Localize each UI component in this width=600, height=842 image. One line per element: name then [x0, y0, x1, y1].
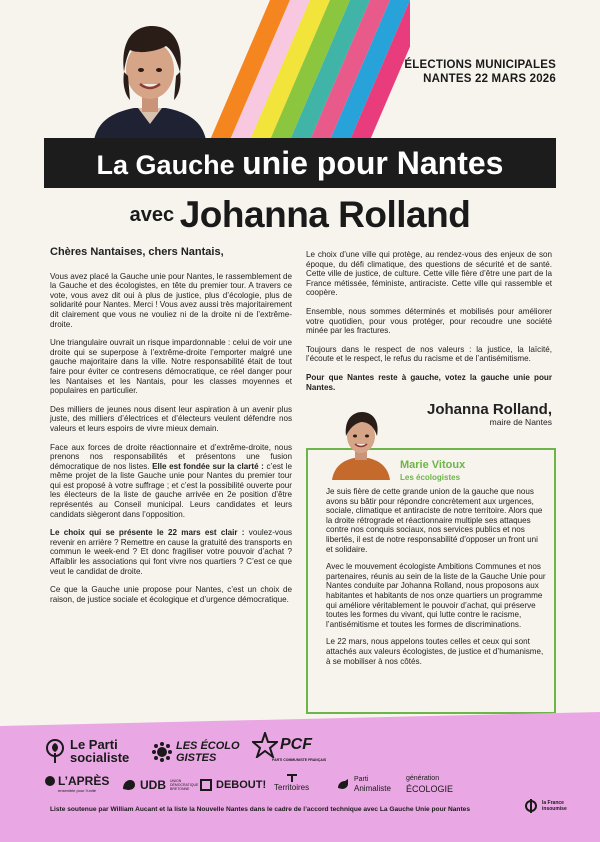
elections-line: ÉLECTIONS MUNICIPALES [404, 59, 556, 71]
sunflower-icon [152, 742, 172, 762]
subtitle-avec: avec [129, 204, 180, 226]
sunburst-icon [44, 775, 56, 787]
animaliste-line-1: Parti [354, 776, 369, 783]
election-date-block [404, 58, 556, 86]
ecolo-line-1: LES ÉCOLO [176, 740, 240, 752]
ecolo-line-2: GISTES [176, 752, 217, 764]
pcf-label: PCF [280, 736, 312, 753]
letter-paragraph: Vous avez placé la Gauche unie pour Nantes, le rassemblement de la Gauche et des écologistes, en tête du premier tour. A travers ce vote, vous avez dit oui à plus de justice, plus d’écologie, plus de solidarité pour Nantes. Merci ! Vous avez aussi très majoritairement dit clairement que vous ne vouliez ni de la droite ni de l’extrême-droite. [50, 271, 293, 329]
parti-animaliste-logo [336, 775, 391, 793]
udb-logo [122, 778, 200, 792]
insoumise-line-2: insoumise [542, 806, 567, 812]
salutation: Chères Nantaises, chers Nantais, [50, 246, 224, 258]
letter-paragraph [50, 443, 292, 520]
paragraph-emphasis: Le choix qui se présente le 22 mars est clair : [50, 528, 245, 538]
letter-paragraph: Ensemble, nous sommes déterminés et mobilisés pour améliorer votre quotidien, pour vous protéger, pour recoudre une société minée par les fractures. [306, 306, 552, 336]
letter-paragraph [50, 528, 292, 576]
debout-mark-icon [200, 779, 212, 791]
letter-paragraph: Une triangulaire ouvrait un risque impardonnable : celui de voir une droite qui se superpose à l’extrême-droite l’emporter malgré une gauche majoritaire dans la ville. Notre responsabilité était de tout faire pour éviter ce contresens démocratique, ce réel danger pour les Nantaises et les Nantais, pour les classes moyennes et populaires en particulier. [50, 338, 292, 396]
generation-ecologie-logo [406, 774, 453, 794]
signature-role: maire de Nantes [489, 417, 552, 428]
rainbow-stripes-graphic [200, 0, 410, 140]
phi-icon [524, 799, 538, 813]
ps-line-1: Le Parti [70, 737, 118, 752]
les-ecologistes-logo [152, 740, 240, 764]
france-insoumise-logo [524, 799, 567, 813]
rose-fist-icon [44, 739, 66, 763]
pcf-subtitle: PARTI COMMUNISTE FRANÇAIS [272, 758, 327, 762]
parti-socialiste-logo [44, 738, 129, 764]
udb-label: UDB [140, 778, 166, 792]
johanna-rolland-portrait [94, 20, 206, 140]
paragraph-text: Face aux forces de droite réactionnaire et d’extrême-droite, nous prenons nos responsabilités et présentons une fusion démocratique de nos listes. [50, 442, 292, 471]
letter-paragraph: Ce que la Gauche unie propose pour Nantes, c’est un choix de raison, de justice sociale et écologique et d’urgence démocratique. [50, 585, 292, 604]
star-icon [252, 732, 278, 758]
paragraph-text: c’est le même projet de la liste Gauche unie pour Nantes du premier tour qui est proposé à votre suffrage ; et c’est la possibilité ouverte pour les électeurs de la liste de gauche arrivée en 2e position d’être représentés au Conseil municipal. Leurs candidates et leurs candidats siègeront dans l’opposition. [50, 461, 292, 519]
call-to-vote: Pour que Nantes reste à gauche, votez la gauche unie pour Nantes. [306, 372, 552, 392]
title-part-1: La Gauche [96, 150, 243, 180]
paragraph-text: voulez-vous revenir en arrière ? Remettre en cause la gratuité des transports en commun le week-end ? Et donc fragiliser votre pouvoir d’achat ? Affaiblir les associations qui font vivre nos quartiers ? C’est ce que veut le candidat de droite. [50, 528, 292, 576]
debout-logo [200, 779, 266, 791]
debout-label: DEBOUT! [216, 779, 267, 791]
ecologist-paragraph: Avec le mouvement écologiste Ambitions Communes et nos partenaires, réunis au sein de la liste de la Gauche Unie pour Nantes conduite par Johanna Rolland, nous proposons aux habitantes et habitants de nos onze quartiers un programme qui améliore véritablement le pouvoir d’achat, qui préserve toutes les formes du vivant, qui lutte contre le racisme, l’antisémitisme et toutes les formes de discriminations. [326, 562, 546, 629]
letter-paragraph: Le choix d’une ville qui protège, au rendez-vous des enjeux de son époque, du défi climatique, des questions de sécurité et de santé. Cette ville de justice, de culture. Cette ville fière d’être une part de la France métissée, féministe, antiraciste. Cette ville qui rassemble et coopère. [306, 250, 552, 298]
territoires-label: Territoires [274, 783, 310, 792]
ermine-icon [122, 779, 136, 791]
signature-name: Johanna Rolland, [426, 401, 552, 419]
generation-line-1: génération [406, 775, 440, 782]
title-part-2: unie pour Nantes [242, 145, 504, 181]
subtitle [0, 194, 600, 236]
date-line: NANTES 22 MARS 2026 [423, 73, 556, 85]
letter-paragraph: Toujours dans le respect de nos valeurs : la justice, la laïcité, l’écoute et le respect, le refus du racisme et de l’antisémitisme. [306, 344, 552, 364]
lapres-subtitle: ensemble pour l’unité [58, 788, 97, 793]
udb-subtitle: UNION DÉMOCRATIQUE BRETONNE [170, 779, 199, 791]
ecologist-statement-text [326, 487, 546, 674]
support-footnote: Liste soutenue par William Aucant et la liste la Nouvelle Nantes dans le cadre de l’accord technique avec La Gauche Unie pour Nantes [50, 806, 470, 813]
ps-line-2: socialiste [70, 750, 130, 765]
letter-paragraph: Des milliers de jeunes nous disent leur aspiration à un avenir plus juste, des milliers d’électrices et d’électeurs veulent défendre nos valeurs et leurs espoirs de vivre mieux demain. [50, 404, 292, 433]
animaliste-line-2: Animaliste [354, 784, 391, 793]
ecologist-paragraph: Le 22 mars, nous appelons toutes celles et ceux qui sont attachés aux valeurs écologistes, de justice et d’humanisme, à se mobiliser à nos côtés. [326, 637, 544, 666]
pcf-logo [252, 732, 326, 762]
ecologist-name: Marie Vitoux [400, 459, 466, 471]
generation-line-2: ÉCOLOGIE [406, 784, 454, 794]
territoires-mark-icon [286, 773, 298, 783]
letter-right-column [306, 250, 552, 428]
lapres-logo [44, 774, 109, 793]
ecologist-party: Les écologistes [400, 473, 461, 482]
main-title [44, 138, 556, 188]
paragraph-emphasis: Elle est fondée sur la clarté : [152, 461, 264, 471]
insoumise-line-1: la France [542, 800, 564, 806]
animal-icon [336, 778, 350, 790]
subtitle-candidate-name: Johanna Rolland [179, 194, 471, 235]
ecologist-paragraph: Je suis fière de cette grande union de la gauche que nous avons su bâtir pour répondre concrètement aux urgences, sociale, climatique et antiraciste de notre territoire. Alors que la droite rétrograde et réactionnaire multiple ses attaques contre nos conquis sociaux, nos services publics et nos libertés, il est de notre responsabilité d’opposer un front uni et solidaire. [326, 487, 543, 554]
lapres-label: L’APRÈS [58, 774, 110, 788]
letter-left-column [50, 248, 292, 613]
territoires-logo [274, 773, 309, 792]
marie-vitoux-portrait [330, 410, 392, 480]
